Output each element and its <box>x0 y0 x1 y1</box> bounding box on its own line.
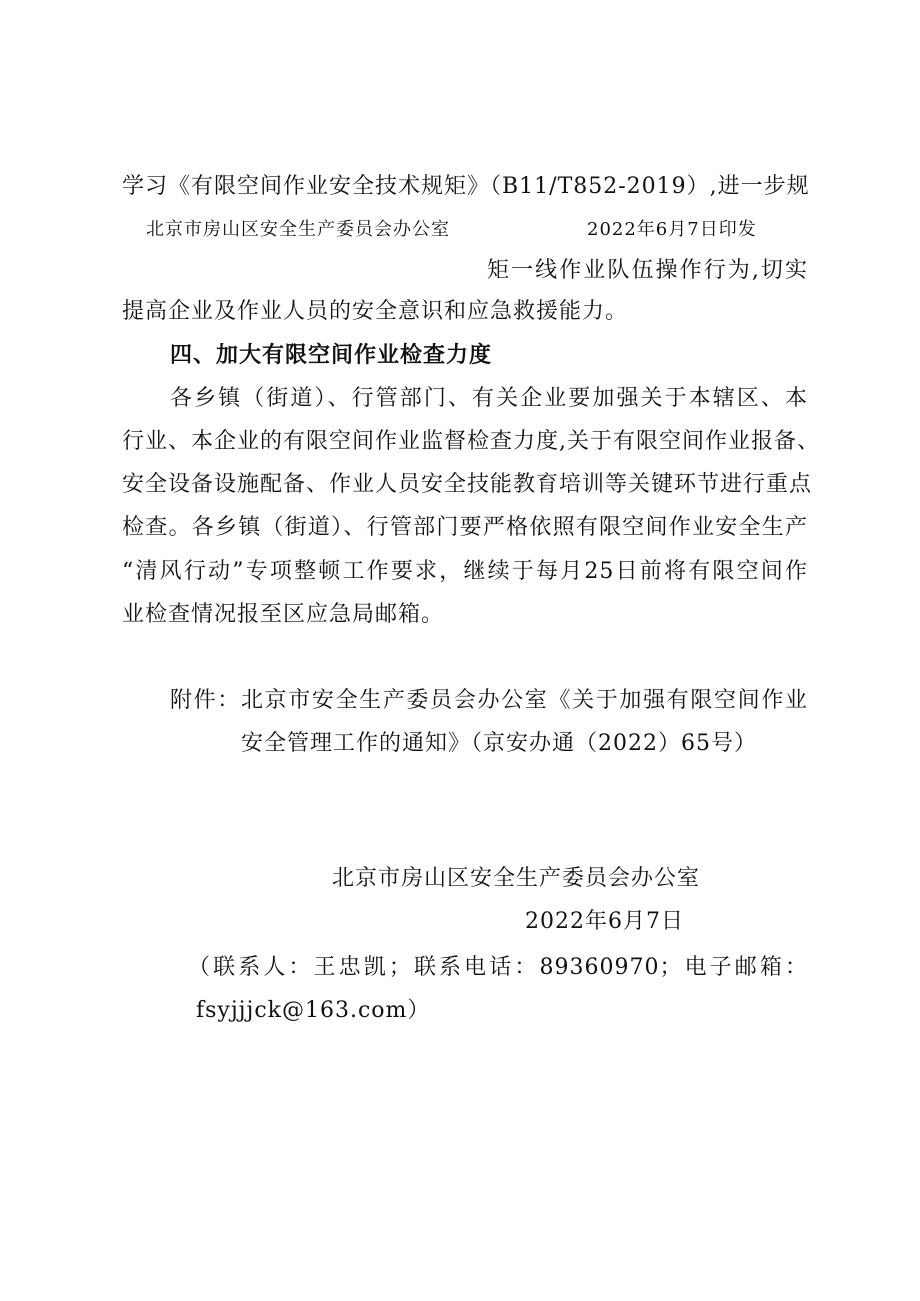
signature-organization: 北京市房山区安全生产委员会办公室 <box>332 866 701 891</box>
contact-email: fsyjjjck@163.com） <box>196 998 431 1023</box>
attachment-line-1: 附件：北京市安全生产委员会办公室《关于加强有限空间作业 <box>170 688 808 713</box>
signature-date: 2022年6月7日 <box>525 909 684 934</box>
section4-paragraph-line-4: 检查。各乡镇（街道）、行管部门要严格依照有限空间作业安全生产 <box>122 515 808 540</box>
contact-line-1: （联系人：王忠凯；联系电话：89360970；电子邮箱： <box>188 955 808 980</box>
imprint-organization: 北京市房山区安全生产委员会办公室 <box>146 219 450 240</box>
section4-paragraph-line-6: 业检查情况报至区应急局邮箱。 <box>122 602 445 627</box>
section-heading-4: 四、加大有限空间作业检查力度 <box>170 343 493 368</box>
body-line-3: 矩一线作业队伍操作行为,切实 <box>487 258 808 283</box>
section4-paragraph-line-2: 行业、本企业的有限空间作业监督检查力度,关于有限空间作业报备、 <box>122 429 820 454</box>
section4-paragraph-line-1: 各乡镇（街道）、行管部门、有关企业要加强关于本辖区、本 <box>170 386 808 411</box>
attachment-line-2: 安全管理工作的通知》（京安办通（2022）65号） <box>241 731 757 756</box>
body-line-1: 学习《有限空间作业安全技术规矩》（B11/T852-2019）,进一步规 <box>122 174 810 199</box>
body-line-4: 提高企业及作业人员的安全意识和应急救援能力。 <box>122 299 629 324</box>
imprint-date: 2022年6月7日印发 <box>587 219 757 240</box>
section4-paragraph-line-3: 安全设备设施配备、作业人员安全技能教育培训等关键环节进行重点 <box>122 472 813 497</box>
section4-paragraph-line-5: “清风行动”专项整顿工作要求，继续于每月25日前将有限空间作 <box>122 559 808 584</box>
